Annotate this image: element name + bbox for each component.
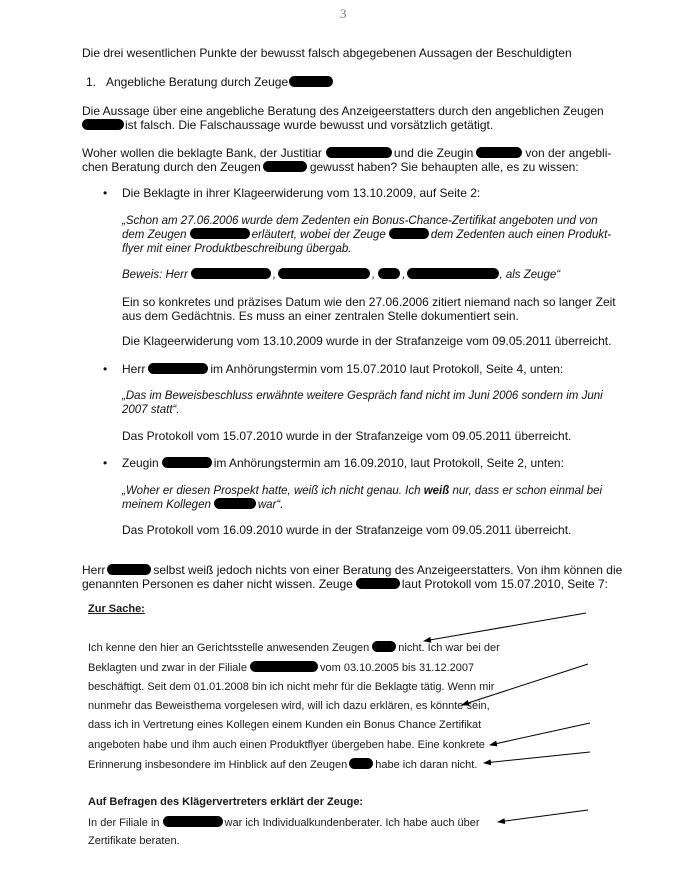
- point-title-text: Angebliche Beratung durch Zeuge: [106, 75, 289, 89]
- text: erläutert, wobei der Zeuge: [251, 229, 386, 241]
- bullet-3-text: Das Protokoll vom 16.09.2010 wurde in der Strafanzeige vom 09.05.2011 überreicht.: [122, 523, 572, 537]
- text: vom 03.10.2005 bis 31.12.2007: [319, 662, 475, 674]
- bullet-1-quote-line-3: flyer mit einer Produktbeschreibung übergab.: [122, 243, 352, 255]
- bullet-1-quote-line-1: „Schon am 27.06.2006 wurde dem Zedenten ein Bonus-Chance-Zertifikat angeboten und von: [122, 215, 598, 227]
- bullet-1-text-line-1: Ein so konkretes und präzises Datum wie den 27.06.2006 zitiert niemand nach so langer Zeit: [122, 295, 616, 309]
- text: Beweis: Herr: [122, 269, 188, 281]
- text: genannten Personen es daher nicht wissen. Zeuge: [82, 577, 353, 591]
- text: gewusst haben? Sie behaupten alle, es zu wissen:: [309, 160, 579, 174]
- text: ,: [402, 269, 406, 281]
- text: war“.: [257, 499, 284, 511]
- protocol-line-9: Zertifikate beraten.: [88, 835, 180, 847]
- bold-text: weiß: [423, 485, 450, 497]
- text: Zeugin: [122, 456, 159, 470]
- text: im Anhörungstermin am 16.09.2010, laut Protokoll, Seite 2, unten:: [213, 456, 564, 470]
- bullet-2-quote-line-1: „Das im Beweisbeschluss erwähnte weitere Gespräch fand nicht im Juni 2006 sondern im Juni: [122, 390, 603, 402]
- text: meinem Kollegen: [122, 499, 211, 511]
- bullet-1-text-line-2: aus dem Gedächtnis. Es muss an einer zentralen Stelle dokumentiert sein.: [122, 309, 519, 323]
- page-number: 3: [340, 6, 347, 21]
- text: ,: [372, 269, 376, 281]
- section-heading: Die drei wesentlichen Punkte der bewusst falsch abgegebenen Aussagen der Beschuldigten: [82, 46, 572, 60]
- text: habe ich daran nicht.: [375, 759, 478, 771]
- paragraph-1-line-1: Die Aussage über eine angebliche Beratung des Anzeigeerstatters durch den angeblichen Zeugen: [82, 104, 604, 118]
- protocol-heading: Zur Sache:: [88, 603, 145, 615]
- bullet-1-title: Die Beklagte in ihrer Klageerwiderung vom 13.10.2009, auf Seite 2:: [122, 186, 481, 200]
- text: Herr: [122, 362, 146, 376]
- text: „Woher er diesen Prospekt hatte, weiß ich nicht genau. Ich: [122, 485, 424, 497]
- paragraph-1-text: ist falsch. Die Falschaussage wurde bewusst und vorsätzlich getätigt.: [125, 118, 494, 132]
- bullet-2-quote-line-2: 2007 statt“.: [122, 404, 180, 416]
- bullet-2-text: Das Protokoll vom 15.07.2010 wurde in der Strafanzeige vom 09.05.2011 überreicht.: [122, 429, 572, 443]
- text: ,: [272, 269, 277, 281]
- protocol-line-4: nunmehr das Beweisthema vorgelesen wird, will ich dazu erklären, es könnte sein,: [88, 700, 490, 712]
- text: und die Zeugin: [393, 146, 474, 160]
- text: laut Protokoll vom 15.07.2010, Seite 7:: [401, 577, 608, 591]
- protocol-line-3: beschäftigt. Seit dem 01.01.2008 bin ich nicht mehr für die Beklagte tätig. Wenn mir: [88, 681, 495, 693]
- arrow: [498, 810, 588, 822]
- text: chen Beratung durch den Zeugen: [82, 160, 261, 174]
- text: selbst weiß jedoch nichts von einer Beratung des Anzeigeerstatters. Von ihm können die: [153, 563, 623, 577]
- text: Erinnerung insbesondere im Hinblick auf den Zeugen: [88, 759, 348, 771]
- text: In der Filiale in: [88, 817, 160, 829]
- arrow: [424, 613, 586, 641]
- protocol-line-6: angeboten habe und ihm auch einen Produktflyer übergeben habe. Eine konkrete: [88, 739, 485, 751]
- arrow: [484, 752, 590, 763]
- bullet: •: [103, 186, 108, 200]
- text: Herr: [82, 563, 106, 577]
- protocol-heading-2: Auf Befragen des Klägervertreters erklärt der Zeuge:: [88, 796, 364, 808]
- text: dem Zedenten auch einen Produkt-: [430, 229, 612, 241]
- text: war ich Individualkundenberater. Ich habe auch über: [224, 817, 480, 829]
- text: Woher wollen die beklagte Bank, der Justitiar: [82, 146, 322, 160]
- text: dem Zeugen: [122, 229, 187, 241]
- text: nicht. Ich war bei der: [398, 642, 500, 654]
- text: von der angebli-: [525, 146, 612, 160]
- arrow: [490, 723, 590, 745]
- protocol-line-5: dass ich in Vertretung eines Kollegen einem Kunden ein Bonus Chance Zertifikat: [88, 719, 482, 731]
- text: , als Zeuge“: [499, 269, 561, 281]
- point-number: 1.: [86, 75, 97, 89]
- text: Ich kenne den hier an Gerichtsstelle anwesenden Zeugen: [88, 642, 370, 654]
- bullet-1-text-line-3: Die Klageerwiderung vom 13.10.2009 wurde in der Strafanzeige vom 09.05.2011 überreicht.: [122, 334, 612, 348]
- bullet: •: [103, 456, 108, 470]
- arrow: [462, 664, 588, 705]
- text: Beklagten und zwar in der Filiale: [88, 662, 247, 674]
- text: im Anhörungstermin vom 15.07.2010 laut Protokoll, Seite 4, unten:: [210, 362, 564, 376]
- bullet: •: [103, 362, 108, 376]
- text: nur, dass er schon einmal bei: [449, 485, 603, 497]
